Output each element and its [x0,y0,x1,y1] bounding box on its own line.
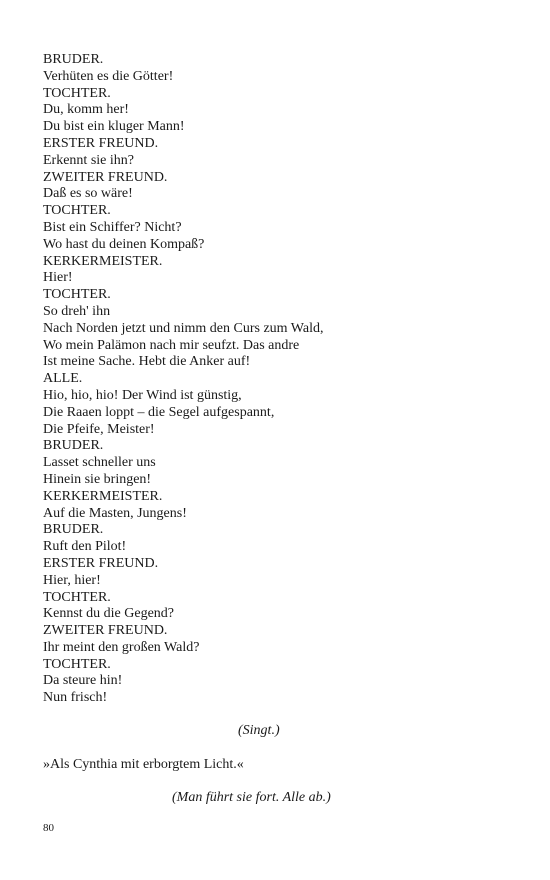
dialogue-line: ERSTER FREUND. [43,555,159,571]
dialogue-line: Bist ein Schiffer? Nicht? [43,219,182,235]
dialogue-line: Lasset schneller uns [43,455,156,471]
dialogue-line: So dreh' ihn [43,303,111,319]
page-number: 80 [43,822,54,834]
dialogue-line: Ist meine Sache. Hebt die Anker auf! [43,354,251,370]
dialogue-line: Du, komm her! [43,102,129,118]
dialogue-line: BRUDER. [43,52,104,67]
dialogue-line: Ruft den Pilot! [43,539,127,555]
dialogue-line: Die Raaen loppt – die Segel aufgespannt, [43,404,275,420]
dialogue-line: Hinein sie bringen! [43,471,152,487]
dialogue-line: Hio, hio, hio! Der Wind ist günstig, [43,387,242,403]
stage-direction-exit: (Man führt sie fort. Alle ab.) [172,790,331,805]
dialogue-line: Erkennt sie ihn? [43,152,134,168]
dialogue-line: Nach Norden jetzt und nimm den Curs zum Wald, [43,320,324,336]
dialogue-line: Hier! [43,270,73,286]
dialogue-line: ZWEITER FREUND. [43,623,168,639]
dialogue-text [43,52,324,707]
dialogue-line: Da steure hin! [43,673,123,689]
dialogue-line: KERKERMEISTER. [43,488,163,504]
dialogue-line: TOCHTER. [43,203,111,219]
dialogue-line: Auf die Masten, Jungens! [43,505,187,521]
dialogue-line: Ihr meint den großen Wald? [43,639,200,655]
song-quote: »Als Cynthia mit erborgtem Licht.« [43,757,244,772]
dialogue-line: KERKERMEISTER. [43,253,163,269]
dialogue-line: TOCHTER. [43,85,111,101]
dialogue-line: TOCHTER. [43,287,111,303]
dialogue-line: Die Pfeife, Meister! [43,421,155,437]
dialogue-line: Hier, hier! [43,572,101,588]
dialogue-line: ZWEITER FREUND. [43,169,168,185]
stage-direction-singt: (Singt.) [238,723,280,738]
dialogue-line: Daß es so wäre! [43,186,133,202]
dialogue-line: Verhüten es die Götter! [43,68,174,84]
dialogue-line: BRUDER. [43,438,104,454]
dialogue-line: Nun frisch! [43,690,108,706]
dialogue-line: BRUDER. [43,522,104,538]
dialogue-line: Wo hast du deinen Kompaß? [43,236,205,252]
dialogue-line: Du bist ein kluger Mann! [43,119,185,135]
dialogue-line: TOCHTER. [43,656,111,672]
dialogue-line: ALLE. [43,371,83,387]
dialogue-line: ERSTER FREUND. [43,135,159,151]
dialogue-line: Kennst du die Gegend? [43,606,175,622]
dialogue-line: Wo mein Palämon nach mir seufzt. Das andre [43,337,300,353]
dialogue-line: TOCHTER. [43,589,111,605]
